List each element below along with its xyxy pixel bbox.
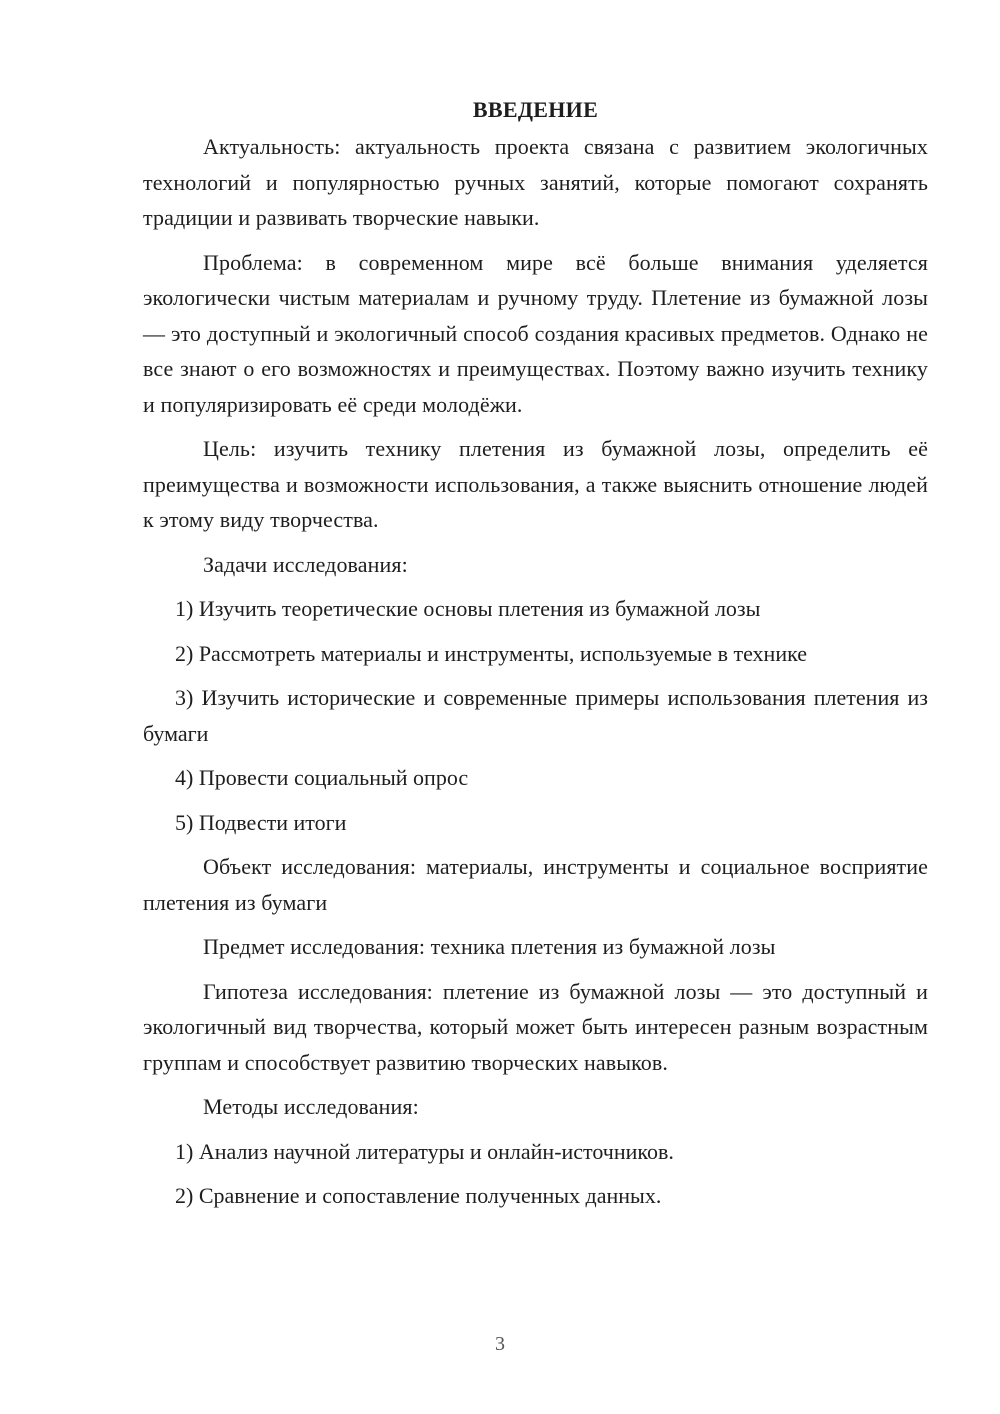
section-heading: ВВЕДЕНИЕ bbox=[472, 97, 599, 122]
relevance-paragraph: Актуальность: актуальность проекта связана с развитием экологичных технологий и популярностью ручных занятий, которые помогают сохранять традиции и развивать творческие навыки. bbox=[143, 134, 928, 230]
problem-paragraph: Проблема: в современном мире всё больше внимания уделяется экологически чистым материалам и ручному труду. Плетение из бумажной лозы — это доступный и экологичный способ создания красивых предметов. Однако не все знают о его возможностях и преимуществах. Поэтому важно изучить технику и популяризировать её среди молодёжи. bbox=[143, 249, 928, 417]
hypothesis-paragraph: Гипотеза исследования: плетение из бумажной лозы — это доступный и экологичный вид творчества, который может быть интересен разным возрастным группам и способствует развитию творческих навыков. bbox=[143, 978, 928, 1075]
subject-paragraph: Предмет исследования: техника плетения из бумажной лозы bbox=[203, 934, 776, 959]
task-item-2: 2) Рассмотреть материалы и инструменты, используемые в технике bbox=[175, 640, 807, 666]
goal-paragraph: Цель: изучить технику плетения из бумажной лозы, определить её преимущества и возможности использования, а также выяснить отношение людей к этому виду творчества. bbox=[143, 436, 928, 532]
method-item-2: 2) Сравнение и сопоставление полученных данных. bbox=[175, 1183, 662, 1208]
task-item-1: 1) Изучить теоретические основы плетения из бумажной лозы bbox=[175, 596, 761, 621]
method-item-1: 1) Анализ научной литературы и онлайн-источников. bbox=[175, 1138, 674, 1164]
task-item-3: 3) Изучить исторические и современные примеры использования плетения из бумаги bbox=[143, 685, 928, 746]
methods-title: Методы исследования: bbox=[203, 1094, 419, 1119]
page-number: 3 bbox=[495, 1333, 505, 1355]
task-item-5: 5) Подвести итоги bbox=[175, 809, 347, 835]
object-paragraph: Объект исследования: материалы, инструменты и социальное восприятие плетения из бумаги bbox=[143, 854, 928, 915]
document-page bbox=[143, 92, 928, 1223]
task-item-4: 4) Провести социальный опрос bbox=[175, 765, 469, 790]
tasks-title: Задачи исследования: bbox=[203, 551, 408, 577]
